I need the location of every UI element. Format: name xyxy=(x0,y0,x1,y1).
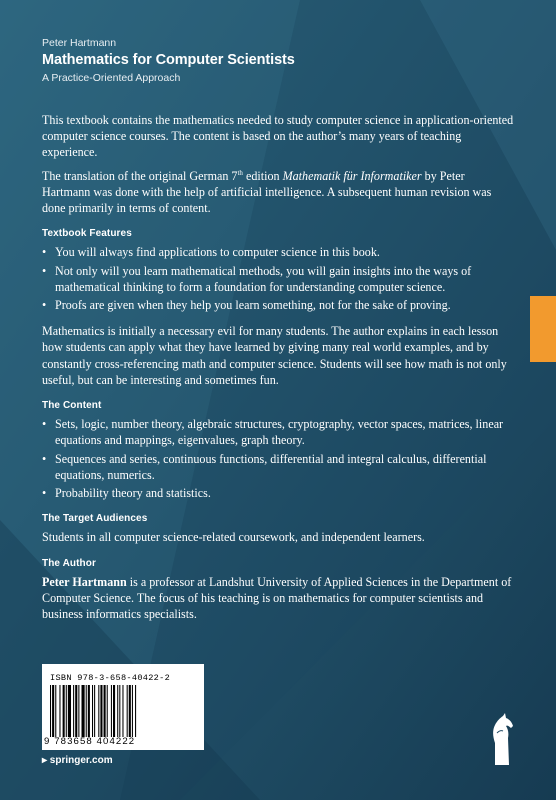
book-title: Mathematics for Computer Scientists xyxy=(42,52,295,68)
barcode-bar xyxy=(66,685,67,737)
features-list xyxy=(42,244,514,313)
barcode-bar xyxy=(119,685,120,737)
barcode-bar xyxy=(86,685,87,737)
barcode-bar xyxy=(98,685,99,737)
content-list xyxy=(42,416,514,501)
barcode-bar xyxy=(135,685,136,737)
barcode xyxy=(50,685,196,737)
audience-text: Students in all computer science-related coursework, and independent learners. xyxy=(42,530,425,545)
barcode-box xyxy=(42,664,204,750)
barcode-bar xyxy=(111,685,112,737)
accent-tab xyxy=(530,296,556,362)
features-heading: Textbook Features xyxy=(42,228,132,240)
author-bio xyxy=(42,574,514,623)
author-bio-text: is a professor at Landshut University of Applied Sciences in the Department of Computer Science. The focus of his teaching is on mathematics for computer scientists and business informatics specialists. xyxy=(42,574,512,622)
author-bio-name: Peter Hartmann xyxy=(42,574,127,589)
author-heading: The Author xyxy=(42,557,96,569)
barcode-bar xyxy=(107,685,108,737)
springer-horse-logo-icon xyxy=(487,713,517,765)
list-item-text: Sets, logic, number theory, algebraic structures, cryptography, vector spaces, matrices, linear equations and mappings, eigenvalues, graph theory. xyxy=(55,417,504,448)
list-item-text: Proofs are given when they help you learn something, not for the sake of proving. xyxy=(55,298,451,313)
barcode-bar xyxy=(88,685,90,737)
barcode-bar xyxy=(92,685,93,737)
cover-text xyxy=(42,112,514,629)
barcode-bar xyxy=(127,685,128,737)
barcode-bar xyxy=(129,685,131,737)
audience-heading: The Target Audiences xyxy=(42,513,148,525)
bullet-icon: • xyxy=(42,417,47,432)
list-item-text: Not only will you learn mathematical methods, you will gain insights into the ways of mathematical thinking to form a foundation for understanding computer science. xyxy=(55,263,472,294)
motivation-paragraph: Mathematics is initially a necessary evil for many students. The author explains in each lesson how students can apply what they have learned by giving many real world examples, and by constantly cross-referencing math and computer science. Students will see how math is not only useful, but can be interesting and sometimes fun. xyxy=(42,324,507,387)
barcode-bar xyxy=(100,685,102,737)
bullet-icon: • xyxy=(42,298,47,313)
translation-text: edition xyxy=(242,168,283,183)
barcode-bar xyxy=(113,685,115,737)
list-item xyxy=(42,451,514,483)
translation-text: The translation of the original German 7 xyxy=(42,168,238,183)
bullet-icon: • xyxy=(42,451,47,466)
superscript-th: th xyxy=(237,168,243,177)
content-heading: The Content xyxy=(42,400,102,412)
translation-paragraph xyxy=(42,168,514,217)
barcode-bar xyxy=(75,685,77,737)
list-item-text: You will always find applications to computer science in this book. xyxy=(55,245,380,260)
bullet-icon: • xyxy=(42,245,47,260)
intro-paragraph: This textbook contains the mathematics needed to study computer science in application-oriented computer science courses. The content is based on the author’s many years of teaching experience. xyxy=(42,113,514,160)
list-item xyxy=(42,263,514,295)
barcode-bar xyxy=(94,685,95,737)
barcode-bar xyxy=(59,685,60,737)
barcode-bar xyxy=(132,685,133,737)
list-item xyxy=(42,485,514,501)
barcode-bar xyxy=(52,685,54,737)
springer-link[interactable]: ▸ springer.com xyxy=(42,755,113,766)
barcode-digits: 9 783658 404222 xyxy=(44,736,136,747)
barcode-bar xyxy=(104,685,106,737)
german-title: Mathematik für Informatiker xyxy=(282,168,422,183)
author-name: Peter Hartmann xyxy=(42,37,117,49)
list-item xyxy=(42,244,514,260)
barcode-bar xyxy=(78,685,79,737)
bullet-icon: • xyxy=(42,486,47,501)
barcode-bar xyxy=(73,685,74,737)
isbn-label: ISBN 978-3-658-40422-2 xyxy=(50,673,171,683)
list-item xyxy=(42,297,514,313)
barcode-bar xyxy=(68,685,71,737)
list-item-text: Probability theory and statistics. xyxy=(55,486,211,501)
book-subtitle: A Practice-Oriented Approach xyxy=(42,72,181,84)
barcode-bar xyxy=(55,685,56,737)
list-item xyxy=(42,416,514,448)
list-item-text: Sequences and series, continuous functions, differential and integral calculus, differential equations, numerics. xyxy=(55,451,487,482)
barcode-bar xyxy=(82,685,85,737)
translation-text: by Peter Hartmann was done with the help of artificial intelligence. A subsequent human revision was done primarily in terms of content. xyxy=(42,168,492,216)
barcode-bar xyxy=(117,685,118,737)
barcode-bar xyxy=(63,685,65,737)
barcode-bar xyxy=(50,685,51,737)
bullet-icon: • xyxy=(42,263,47,278)
barcode-bar xyxy=(122,685,123,737)
